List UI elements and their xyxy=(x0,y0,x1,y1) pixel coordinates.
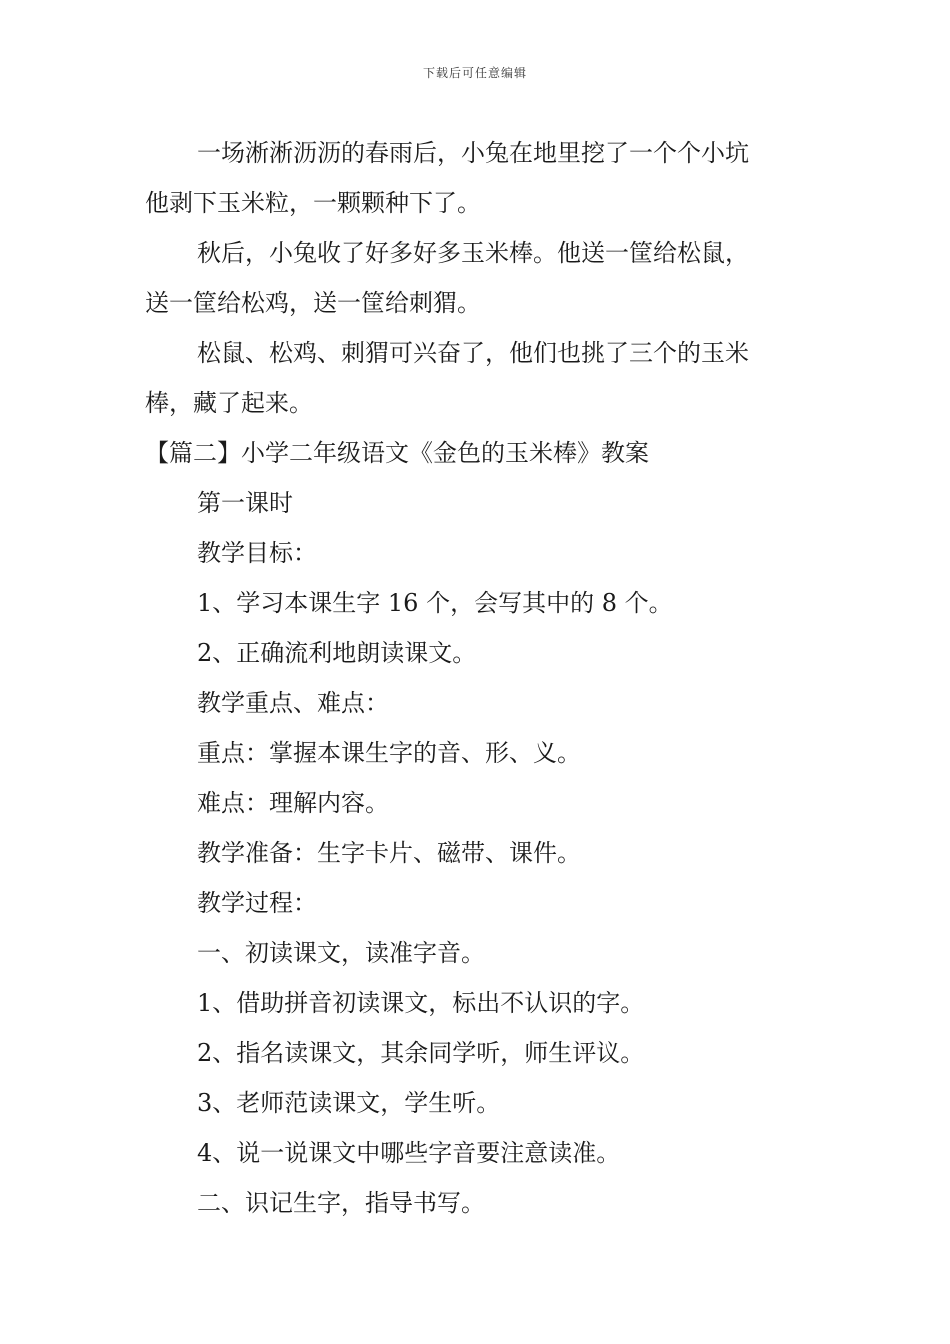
paragraph-line: 送一筐给松鸡，送一筐给刺猬。 xyxy=(145,289,481,317)
paragraph-line: 一场淅淅沥沥的春雨后，小兔在地里挖了一个个小坑 xyxy=(197,139,749,167)
list-item: 3、老师范读课文，学生听。 xyxy=(197,1089,501,1117)
paragraph-line: 棒，藏了起来。 xyxy=(145,389,313,417)
step-heading: 二、识记生字，指导书写。 xyxy=(197,1189,485,1217)
page-header: 下载后可任意编辑 xyxy=(422,66,527,80)
list-item: 教学准备：生字卡片、磁带、课件。 xyxy=(197,839,581,867)
list-item: 2、指名读课文，其余同学听，师生评议。 xyxy=(197,1039,645,1067)
paragraph-line: 松鼠、松鸡、刺猬可兴奋了，他们也挑了三个的玉米 xyxy=(197,339,749,367)
list-item: 重点：掌握本课生字的音、形、义。 xyxy=(197,739,581,767)
paragraph-line: 他剥下玉米粒，一颗颗种下了。 xyxy=(145,189,481,217)
subheading-key-points: 教学重点、难点： xyxy=(197,689,389,717)
subheading-process: 教学过程： xyxy=(197,889,317,917)
paragraph-line: 秋后，小兔收了好多好多玉米棒。他送一筐给松鼠， xyxy=(197,239,749,267)
section-heading: 【篇二】小学二年级语文《金色的玉米棒》教案 xyxy=(145,439,649,467)
list-item: 1、学习本课生字 16 个，会写其中的 8 个。 xyxy=(197,589,673,617)
list-item: 难点：理解内容。 xyxy=(197,789,389,817)
document-body xyxy=(145,128,807,1228)
lesson-period: 第一课时 xyxy=(197,489,293,517)
step-heading: 一、初读课文，读准字音。 xyxy=(197,939,485,967)
list-item: 1、借助拼音初读课文，标出不认识的字。 xyxy=(197,989,645,1017)
subheading-goals: 教学目标： xyxy=(197,539,317,567)
list-item: 4、说一说课文中哪些字音要注意读准。 xyxy=(197,1139,621,1167)
list-item: 2、正确流利地朗读课文。 xyxy=(197,639,477,667)
